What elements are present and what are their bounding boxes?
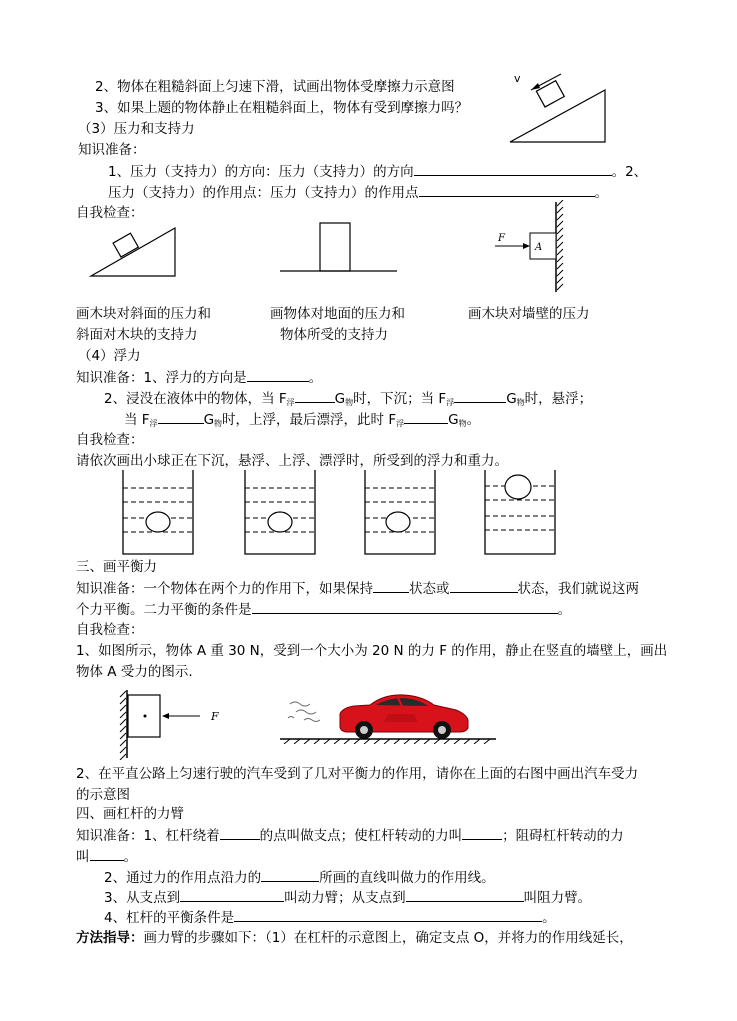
force-f-label: F	[211, 710, 219, 723]
block-a-label: A	[535, 242, 543, 253]
red-car-figure	[280, 688, 498, 744]
caption-incline-1: 画木块对斜面的压力和	[76, 306, 211, 322]
balance-check-label: 自我检查：	[76, 622, 144, 638]
caption-wall: 画木块对墙壁的压力	[468, 306, 590, 322]
incline-slide-figure	[505, 66, 615, 146]
pressure-prep1: 1、压力（支持力）的方向：压力（支持力）的方向 。2、	[108, 164, 648, 180]
velocity-label: v	[514, 72, 521, 85]
lever-p3: 3、从支点到 叫动力臂；从支点到 叫阻力臂。	[104, 890, 592, 906]
incline-block-figure	[88, 222, 180, 280]
lever-method: 方法指导：画力臂的步骤如下：（1）在杠杆的示意图上，确定支点 O，并将力的作用线延长，	[76, 930, 633, 946]
wall-block-figure	[490, 200, 570, 295]
balance-q2-line2: 的示意图	[76, 787, 130, 803]
buoyancy-prep1: 知识准备：1、浮力的方向是 。	[76, 370, 323, 386]
friction-q3: 3、如果上题的物体静止在粗糙斜面上，物体有受到摩擦力吗？	[95, 100, 469, 116]
buoyancy-heading: （4）浮力	[78, 348, 141, 364]
balance-heading: 三、画平衡力	[76, 559, 157, 575]
method-label: 方法指导：	[76, 930, 144, 946]
caption-incline-2: 斜面对木块的支持力	[76, 327, 198, 343]
pressure-heading: （3）压力和支持力	[78, 121, 195, 137]
lever-p4: 4、杠杆的平衡条件是 。	[104, 910, 556, 926]
ground-block-figure	[280, 220, 400, 275]
beaker-sinking	[120, 468, 198, 558]
balance-prep1: 知识准备：一个物体在两个力的作用下，如果保持 状态或 状态，我们就说这两	[76, 581, 639, 597]
wall-force-label: F	[498, 233, 505, 244]
beaker-rising	[362, 468, 440, 558]
balance-q2-line1: 2、在平直公路上匀速行驶的汽车受到了几对平衡力的作用，请你在上面的右图中画出汽车受力	[76, 766, 639, 782]
buoyancy-check-label: 自我检查：	[76, 432, 144, 448]
caption-ground-2: 物体所受的支持力	[280, 327, 388, 343]
balance-q1-line1: 1、如图所示，物体 A 重 30 N，受到一个大小为 20 N 的力 F 的作用，静止在竖直的墙壁上，画出	[76, 643, 668, 659]
buoyancy-task: 请依次画出小球正在下沉，悬浮、上浮、漂浮时，所受到的浮力和重力。	[76, 453, 508, 469]
pressure-check-label: 自我检查：	[76, 205, 144, 221]
beaker-suspended	[242, 468, 320, 558]
balance-prep2: 个力平衡。二力平衡的条件是 。	[76, 602, 571, 618]
lever-p2: 2、通过力的作用点沿力的 所画的直线叫做力的作用线。	[104, 870, 495, 886]
pressure-prep2: 压力（支持力）的作用点：压力（支持力）的作用点 。	[108, 185, 608, 201]
pressure-prep-label: 知识准备：	[78, 142, 146, 158]
caption-ground-1: 画物体对地面的压力和	[270, 306, 405, 322]
lever-heading: 四、画杠杆的力臂	[76, 806, 184, 822]
lever-prep1-cont: 叫 。	[76, 849, 137, 865]
friction-q2: 2、物体在粗糙斜面上匀速下滑，试画出物体受摩擦力示意图	[95, 79, 455, 95]
beaker-floating	[482, 466, 560, 558]
balance-q1-line2: 物体 A 受力的图示.	[76, 664, 193, 680]
wall-block-f-figure	[118, 688, 233, 760]
buoyancy-prep3: 当 $F_浮$ $G_物$时，上浮，最后漂浮，此时 $F_浮$ $G_物$。	[124, 412, 481, 428]
buoyancy-prep2: 2、浸没在液体中的物体，当 $F_浮$ $G_物$时，下沉；当 $F_浮$ $G_物$时，悬浮；	[104, 391, 593, 407]
lever-prep1: 知识准备：1、杠杆绕着 的点叫做支点；使杠杆转动的力叫 ；阻碍杠杆转动的力	[76, 828, 624, 844]
